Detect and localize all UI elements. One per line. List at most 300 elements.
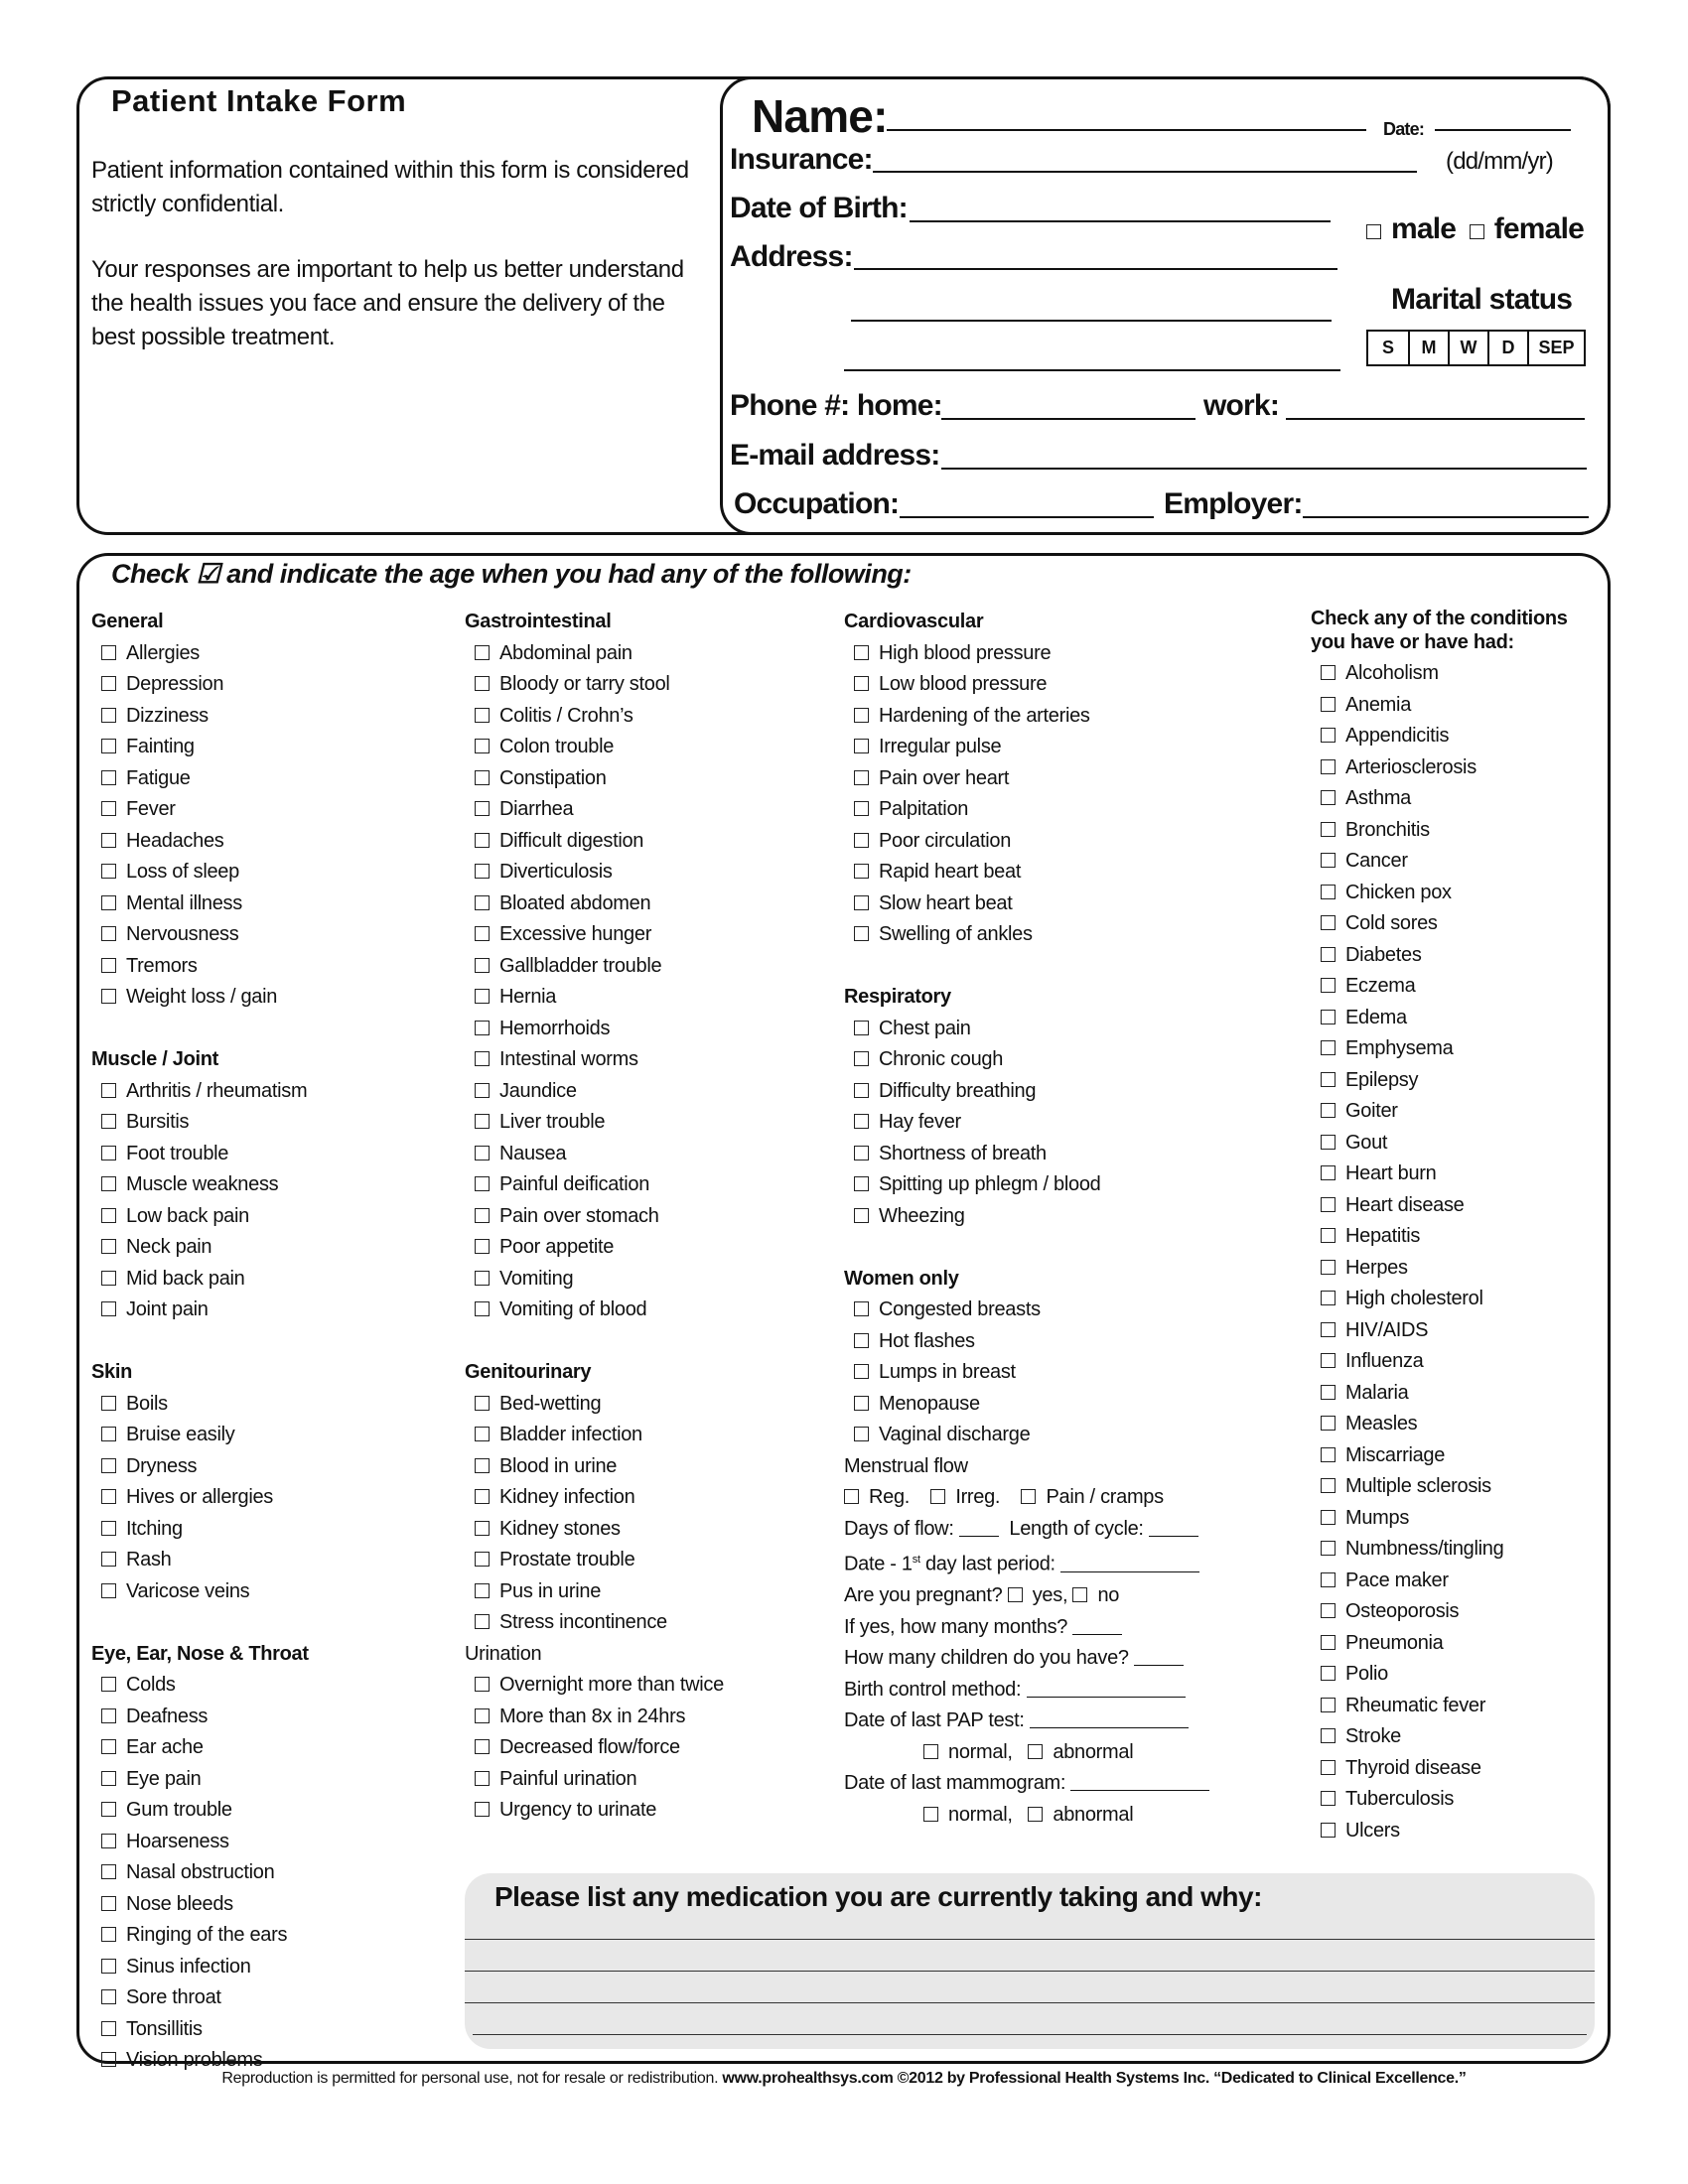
checkbox[interactable] <box>101 1208 116 1223</box>
checkbox[interactable] <box>101 1176 116 1191</box>
checkbox-item-hoarseness[interactable] <box>91 1827 309 1858</box>
checkbox-item-tuberculosis[interactable] <box>1311 1784 1579 1816</box>
checkbox[interactable] <box>1321 978 1336 993</box>
checkbox-item-diabetes[interactable] <box>1311 940 1579 972</box>
checkbox-item-dryness[interactable] <box>91 1451 309 1483</box>
checkbox[interactable] <box>475 1458 490 1473</box>
checkbox[interactable] <box>1321 1228 1336 1243</box>
checkbox-item-gum-trouble[interactable] <box>91 1795 309 1827</box>
checkbox[interactable] <box>854 895 869 910</box>
checkbox-item-nasal-obstruction[interactable] <box>91 1857 309 1889</box>
checkbox[interactable] <box>101 2052 116 2067</box>
checkbox-item-fainting[interactable] <box>91 732 309 763</box>
checkbox-item-vomiting-of-blood[interactable] <box>465 1295 724 1326</box>
checkbox[interactable] <box>1321 697 1336 712</box>
checkbox[interactable] <box>101 1396 116 1411</box>
children-field[interactable] <box>1134 1648 1184 1666</box>
checkbox[interactable] <box>475 989 490 1004</box>
checkbox-item-hemorrhoids[interactable] <box>465 1014 724 1045</box>
checkbox-item-ear-ache[interactable] <box>91 1732 309 1764</box>
checkbox[interactable] <box>101 1896 116 1911</box>
checkbox-item-malaria[interactable] <box>1311 1378 1579 1410</box>
checkbox[interactable] <box>475 1489 490 1504</box>
address-line-3[interactable] <box>844 369 1340 371</box>
checkbox-item-prostate-trouble[interactable] <box>465 1545 724 1576</box>
checkbox[interactable] <box>475 1239 490 1254</box>
checkbox-item-constipation[interactable] <box>465 763 724 795</box>
checkbox-item-sore-throat[interactable] <box>91 1982 309 2014</box>
checkbox[interactable] <box>1321 1603 1336 1618</box>
checkbox[interactable] <box>101 833 116 848</box>
checkbox[interactable] <box>475 708 490 723</box>
checkbox-item-spitting-up-phlegm-blood[interactable] <box>844 1169 1209 1201</box>
checkbox[interactable] <box>101 989 116 1004</box>
checkbox-item-loss-of-sleep[interactable] <box>91 857 309 888</box>
checkbox-item-cancer[interactable] <box>1311 846 1579 878</box>
checkbox-item-ringing-of-the-ears[interactable] <box>91 1920 309 1952</box>
checkbox-item-difficult-digestion[interactable] <box>465 826 724 858</box>
medication-line-1[interactable] <box>465 1939 1595 1940</box>
checkbox-item-bloated-abdomen[interactable] <box>465 888 724 920</box>
checkbox-item-slow-heart-beat[interactable] <box>844 888 1209 920</box>
checkbox-item-lumps-in-breast[interactable] <box>844 1357 1209 1389</box>
checkbox-item-sinus-infection[interactable] <box>91 1952 309 1983</box>
checkbox-item-abdominal-pain[interactable] <box>465 638 724 670</box>
checkbox[interactable] <box>1321 1572 1336 1587</box>
checkbox-item-pace-maker[interactable] <box>1311 1566 1579 1597</box>
checkbox[interactable] <box>1321 1478 1336 1493</box>
checkbox-item-appendicitis[interactable] <box>1311 721 1579 752</box>
phone-home-field[interactable] <box>941 418 1196 420</box>
days-of-flow-field[interactable] <box>959 1519 999 1537</box>
birth-control-field[interactable] <box>1027 1680 1186 1698</box>
checkbox[interactable] <box>1321 1541 1336 1556</box>
checkbox-item-bladder-infection[interactable] <box>465 1420 724 1451</box>
checkbox[interactable] <box>101 1927 116 1942</box>
checkbox-item-boils[interactable] <box>91 1389 309 1421</box>
checkbox-item-palpitation[interactable] <box>844 794 1209 826</box>
checkbox-item-neck-pain[interactable] <box>91 1232 309 1264</box>
checkbox-item-liver-trouble[interactable] <box>465 1107 724 1139</box>
checkbox[interactable] <box>854 739 869 753</box>
checkbox-item-swelling-of-ankles[interactable] <box>844 919 1209 951</box>
checkbox-item-wheezing[interactable] <box>844 1201 1209 1233</box>
checkbox[interactable] <box>1321 853 1336 868</box>
checkbox-item-rash[interactable] <box>91 1545 309 1576</box>
checkbox[interactable] <box>101 708 116 723</box>
checkbox-item-low-back-pain[interactable] <box>91 1201 309 1233</box>
checkbox[interactable] <box>1321 947 1336 962</box>
checkbox-item-overnight-more-than-twice[interactable] <box>465 1670 724 1702</box>
checkbox[interactable] <box>475 958 490 973</box>
checkbox[interactable] <box>475 1677 490 1692</box>
checkbox-item-colon-trouble[interactable] <box>465 732 724 763</box>
checkbox[interactable] <box>475 1427 490 1441</box>
checkbox-item-gout[interactable] <box>1311 1128 1579 1160</box>
checkbox-item-rapid-heart-beat[interactable] <box>844 857 1209 888</box>
last-period-field[interactable] <box>1060 1555 1199 1572</box>
irreg-checkbox[interactable] <box>930 1489 945 1504</box>
employer-field[interactable] <box>1303 516 1589 518</box>
checkbox[interactable] <box>101 770 116 785</box>
phone-work-field[interactable] <box>1286 418 1585 420</box>
checkbox-item-menopause[interactable] <box>844 1389 1209 1421</box>
mammogram-abnormal-checkbox[interactable] <box>1028 1807 1043 1822</box>
checkbox[interactable] <box>854 1051 869 1066</box>
checkbox[interactable] <box>1321 1165 1336 1180</box>
checkbox-item-nose-bleeds[interactable] <box>91 1889 309 1921</box>
checkbox[interactable] <box>101 645 116 660</box>
marital-single[interactable]: S <box>1381 338 1394 357</box>
checkbox-item-intestinal-worms[interactable] <box>465 1044 724 1076</box>
checkbox-item-foot-trouble[interactable] <box>91 1139 309 1170</box>
checkbox[interactable] <box>1321 1103 1336 1118</box>
checkbox-item-dizziness[interactable] <box>91 701 309 733</box>
checkbox[interactable] <box>854 1333 869 1348</box>
checkbox[interactable] <box>475 1583 490 1598</box>
checkbox[interactable] <box>101 1771 116 1786</box>
checkbox-item-varicose-veins[interactable] <box>91 1576 309 1608</box>
checkbox-item-pneumonia[interactable] <box>1311 1628 1579 1660</box>
date-field[interactable] <box>1435 129 1571 131</box>
checkbox-item-excessive-hunger[interactable] <box>465 919 724 951</box>
checkbox-item-tonsillitis[interactable] <box>91 2014 309 2046</box>
checkbox[interactable] <box>1321 1510 1336 1525</box>
checkbox-item-hepatitis[interactable] <box>1311 1221 1579 1253</box>
checkbox[interactable] <box>101 2021 116 2036</box>
checkbox[interactable] <box>475 1176 490 1191</box>
checkbox[interactable] <box>854 1114 869 1129</box>
checkbox-item-depression[interactable] <box>91 669 309 701</box>
checkbox-item-chest-pain[interactable] <box>844 1014 1209 1045</box>
checkbox[interactable] <box>854 645 869 660</box>
checkbox-item-arteriosclerosis[interactable] <box>1311 752 1579 784</box>
checkbox[interactable] <box>475 1301 490 1316</box>
checkbox[interactable] <box>101 1677 116 1692</box>
checkbox-item-hives-or-allergies[interactable] <box>91 1482 309 1514</box>
checkbox-item-mid-back-pain[interactable] <box>91 1264 309 1296</box>
checkbox[interactable] <box>1321 759 1336 774</box>
checkbox-item-cold-sores[interactable] <box>1311 908 1579 940</box>
checkbox[interactable] <box>101 1552 116 1567</box>
checkbox-item-hernia[interactable] <box>465 982 724 1014</box>
checkbox[interactable] <box>475 1802 490 1817</box>
pain-cramps-checkbox[interactable] <box>1021 1489 1036 1504</box>
checkbox-item-high-blood-pressure[interactable] <box>844 638 1209 670</box>
checkbox-item-headaches[interactable] <box>91 826 309 858</box>
checkbox[interactable] <box>475 1271 490 1286</box>
checkbox-item-pain-over-heart[interactable] <box>844 763 1209 795</box>
checkbox[interactable] <box>854 1146 869 1160</box>
checkbox[interactable] <box>475 1114 490 1129</box>
checkbox-item-bronchitis[interactable] <box>1311 815 1579 847</box>
checkbox[interactable] <box>1321 728 1336 743</box>
checkbox-item-herpes[interactable] <box>1311 1253 1579 1285</box>
checkbox-item-anemia[interactable] <box>1311 690 1579 722</box>
checkbox[interactable] <box>475 1552 490 1567</box>
checkbox[interactable] <box>475 1614 490 1629</box>
checkbox[interactable] <box>475 1146 490 1160</box>
pap-field[interactable] <box>1030 1710 1189 1728</box>
email-field[interactable] <box>941 468 1587 470</box>
checkbox-item-pain-over-stomach[interactable] <box>465 1201 724 1233</box>
checkbox[interactable] <box>101 1583 116 1598</box>
checkbox[interactable] <box>101 676 116 691</box>
checkbox[interactable] <box>854 1176 869 1191</box>
checkbox[interactable] <box>101 1271 116 1286</box>
checkbox-item-osteoporosis[interactable] <box>1311 1596 1579 1628</box>
pap-normal-checkbox[interactable] <box>923 1744 938 1759</box>
checkbox-item-edema[interactable] <box>1311 1003 1579 1034</box>
checkbox-item-fever[interactable] <box>91 794 309 826</box>
checkbox[interactable] <box>854 1427 869 1441</box>
checkbox-item-shortness-of-breath[interactable] <box>844 1139 1209 1170</box>
mammogram-field[interactable] <box>1070 1773 1209 1791</box>
checkbox[interactable] <box>101 1146 116 1160</box>
checkbox-item-heart-burn[interactable] <box>1311 1159 1579 1190</box>
checkbox-item-weight-loss-gain[interactable] <box>91 982 309 1014</box>
checkbox[interactable] <box>854 801 869 816</box>
checkbox-item-gallbladder-trouble[interactable] <box>465 951 724 983</box>
checkbox[interactable] <box>101 864 116 879</box>
checkbox[interactable] <box>475 770 490 785</box>
checkbox[interactable] <box>1321 1635 1336 1650</box>
checkbox-item-blood-in-urine[interactable] <box>465 1451 724 1483</box>
mammogram-normal-checkbox[interactable] <box>923 1807 938 1822</box>
checkbox-item-urgency-to-urinate[interactable] <box>465 1795 724 1827</box>
checkbox-item-congested-breasts[interactable] <box>844 1295 1209 1326</box>
checkbox[interactable] <box>101 958 116 973</box>
checkbox[interactable] <box>1321 1040 1336 1055</box>
male-checkbox[interactable] <box>1366 224 1381 239</box>
checkbox[interactable] <box>1321 1291 1336 1305</box>
checkbox-item-chicken-pox[interactable] <box>1311 878 1579 909</box>
checkbox[interactable] <box>854 1364 869 1379</box>
checkbox-item-colds[interactable] <box>91 1670 309 1702</box>
checkbox[interactable] <box>101 1959 116 1974</box>
checkbox[interactable] <box>1321 1416 1336 1431</box>
checkbox[interactable] <box>854 1396 869 1411</box>
checkbox-item-poor-circulation[interactable] <box>844 826 1209 858</box>
checkbox-item-kidney-infection[interactable] <box>465 1482 724 1514</box>
checkbox-item-emphysema[interactable] <box>1311 1033 1579 1065</box>
checkbox-item-numbness-tingling[interactable] <box>1311 1534 1579 1566</box>
checkbox-item-asthma[interactable] <box>1311 783 1579 815</box>
marital-divorced[interactable]: D <box>1487 332 1527 364</box>
checkbox[interactable] <box>1321 1135 1336 1150</box>
checkbox[interactable] <box>1321 1791 1336 1806</box>
checkbox-item-tremors[interactable] <box>91 951 309 983</box>
checkbox-item-miscarriage[interactable] <box>1311 1440 1579 1472</box>
reg-checkbox[interactable] <box>844 1489 859 1504</box>
checkbox[interactable] <box>1321 1010 1336 1024</box>
checkbox-item-stroke[interactable] <box>1311 1721 1579 1753</box>
checkbox[interactable] <box>101 1708 116 1723</box>
checkbox[interactable] <box>854 1208 869 1223</box>
checkbox-item-diarrhea[interactable] <box>465 794 724 826</box>
checkbox-item-rheumatic-fever[interactable] <box>1311 1691 1579 1722</box>
checkbox[interactable] <box>854 864 869 879</box>
checkbox[interactable] <box>1321 885 1336 899</box>
checkbox[interactable] <box>854 1301 869 1316</box>
checkbox[interactable] <box>854 1083 869 1098</box>
checkbox[interactable] <box>101 1239 116 1254</box>
name-field[interactable] <box>887 129 1366 131</box>
medication-line-3[interactable] <box>465 2002 1595 2003</box>
cycle-length-field[interactable] <box>1149 1519 1198 1537</box>
checkbox[interactable] <box>475 1708 490 1723</box>
checkbox-item-itching[interactable] <box>91 1514 309 1546</box>
checkbox-item-heart-disease[interactable] <box>1311 1190 1579 1222</box>
pap-abnormal-checkbox[interactable] <box>1028 1744 1043 1759</box>
checkbox[interactable] <box>1321 1353 1336 1368</box>
checkbox[interactable] <box>475 801 490 816</box>
checkbox-item-decreased-flow-force[interactable] <box>465 1732 724 1764</box>
pregnant-no-checkbox[interactable] <box>1072 1587 1087 1602</box>
checkbox[interactable] <box>101 1083 116 1098</box>
checkbox[interactable] <box>101 1864 116 1879</box>
checkbox[interactable] <box>854 676 869 691</box>
checkbox[interactable] <box>101 1739 116 1754</box>
checkbox-item-mental-illness[interactable] <box>91 888 309 920</box>
checkbox[interactable] <box>101 926 116 941</box>
checkbox[interactable] <box>1321 1698 1336 1712</box>
checkbox-item-high-cholesterol[interactable] <box>1311 1284 1579 1315</box>
checkbox-item-painful-urination[interactable] <box>465 1764 724 1796</box>
checkbox[interactable] <box>1321 1666 1336 1681</box>
checkbox[interactable] <box>1321 915 1336 930</box>
checkbox[interactable] <box>475 739 490 753</box>
checkbox-item-low-blood-pressure[interactable] <box>844 669 1209 701</box>
checkbox[interactable] <box>1321 790 1336 805</box>
checkbox[interactable] <box>101 1114 116 1129</box>
checkbox[interactable] <box>1321 1322 1336 1337</box>
checkbox-item-bursitis[interactable] <box>91 1107 309 1139</box>
checkbox[interactable] <box>475 833 490 848</box>
female-checkbox[interactable] <box>1470 224 1484 239</box>
checkbox-item-stress-incontinence[interactable] <box>465 1607 724 1639</box>
checkbox-item-epilepsy[interactable] <box>1311 1065 1579 1097</box>
checkbox[interactable] <box>101 1521 116 1536</box>
checkbox[interactable] <box>1321 1197 1336 1212</box>
checkbox-item-colitis-crohn-s[interactable] <box>465 701 724 733</box>
checkbox[interactable] <box>475 1083 490 1098</box>
checkbox-item-poor-appetite[interactable] <box>465 1232 724 1264</box>
checkbox-item-measles[interactable] <box>1311 1409 1579 1440</box>
checkbox-item-eye-pain[interactable] <box>91 1764 309 1796</box>
checkbox[interactable] <box>475 1771 490 1786</box>
months-field[interactable] <box>1072 1617 1122 1635</box>
checkbox[interactable] <box>475 645 490 660</box>
checkbox-item-fatigue[interactable] <box>91 763 309 795</box>
checkbox[interactable] <box>475 864 490 879</box>
checkbox[interactable] <box>854 1021 869 1035</box>
occupation-field[interactable] <box>900 516 1154 518</box>
checkbox-item-thyroid-disease[interactable] <box>1311 1753 1579 1785</box>
checkbox-item-vomiting[interactable] <box>465 1264 724 1296</box>
checkbox-item-muscle-weakness[interactable] <box>91 1169 309 1201</box>
checkbox-item-ulcers[interactable] <box>1311 1816 1579 1847</box>
checkbox-item-kidney-stones[interactable] <box>465 1514 724 1546</box>
checkbox[interactable] <box>475 1521 490 1536</box>
checkbox[interactable] <box>1321 1728 1336 1743</box>
marital-separated[interactable]: SEP <box>1527 332 1584 364</box>
checkbox[interactable] <box>101 1989 116 2004</box>
checkbox-item-bed-wetting[interactable] <box>465 1389 724 1421</box>
checkbox[interactable] <box>854 833 869 848</box>
checkbox[interactable] <box>101 895 116 910</box>
marital-widowed[interactable]: W <box>1448 332 1487 364</box>
checkbox-item-alcoholism[interactable] <box>1311 658 1579 690</box>
checkbox-item-influenza[interactable] <box>1311 1346 1579 1378</box>
marital-married[interactable]: M <box>1408 332 1448 364</box>
checkbox-item-goiter[interactable] <box>1311 1096 1579 1128</box>
checkbox-item-nausea[interactable] <box>465 1139 724 1170</box>
checkbox[interactable] <box>475 895 490 910</box>
checkbox[interactable] <box>475 1208 490 1223</box>
checkbox[interactable] <box>1321 1260 1336 1275</box>
checkbox[interactable] <box>854 926 869 941</box>
address-line-2[interactable] <box>851 320 1332 322</box>
checkbox[interactable] <box>475 1739 490 1754</box>
checkbox[interactable] <box>854 770 869 785</box>
checkbox-item-mumps[interactable] <box>1311 1503 1579 1535</box>
checkbox[interactable] <box>101 1427 116 1441</box>
checkbox-item-vaginal-discharge[interactable] <box>844 1420 1209 1451</box>
checkbox-item-bruise-easily[interactable] <box>91 1420 309 1451</box>
checkbox-item-deafness[interactable] <box>91 1702 309 1733</box>
checkbox[interactable] <box>1321 1072 1336 1087</box>
checkbox-item-bloody-or-tarry-stool[interactable] <box>465 669 724 701</box>
checkbox[interactable] <box>475 1396 490 1411</box>
medication-line-4[interactable] <box>473 2034 1587 2035</box>
checkbox[interactable] <box>475 1051 490 1066</box>
checkbox-item-jaundice[interactable] <box>465 1076 724 1108</box>
checkbox-item-hay-fever[interactable] <box>844 1107 1209 1139</box>
checkbox-item-difficulty-breathing[interactable] <box>844 1076 1209 1108</box>
checkbox[interactable] <box>101 1802 116 1817</box>
checkbox[interactable] <box>101 1458 116 1473</box>
checkbox[interactable] <box>101 1489 116 1504</box>
checkbox-item-joint-pain[interactable] <box>91 1295 309 1326</box>
medication-line-2[interactable] <box>465 1971 1595 1972</box>
checkbox-item-multiple-sclerosis[interactable] <box>1311 1471 1579 1503</box>
checkbox-item-diverticulosis[interactable] <box>465 857 724 888</box>
checkbox[interactable] <box>475 676 490 691</box>
checkbox[interactable] <box>1321 1760 1336 1775</box>
checkbox[interactable] <box>101 739 116 753</box>
checkbox[interactable] <box>1321 1823 1336 1838</box>
checkbox[interactable] <box>1321 822 1336 837</box>
checkbox[interactable] <box>1321 1447 1336 1462</box>
checkbox-item-arthritis-rheumatism[interactable] <box>91 1076 309 1108</box>
checkbox[interactable] <box>1321 665 1336 680</box>
checkbox-item-nervousness[interactable] <box>91 919 309 951</box>
checkbox-item-pus-in-urine[interactable] <box>465 1576 724 1608</box>
checkbox-item-eczema[interactable] <box>1311 971 1579 1003</box>
checkbox[interactable] <box>854 708 869 723</box>
checkbox[interactable] <box>475 1021 490 1035</box>
checkbox[interactable] <box>101 1834 116 1848</box>
checkbox-item-polio[interactable] <box>1311 1659 1579 1691</box>
checkbox-item-more-than-8x-in-24hrs[interactable] <box>465 1702 724 1733</box>
insurance-field[interactable] <box>873 171 1417 173</box>
checkbox-item-hardening-of-the-arteries[interactable] <box>844 701 1209 733</box>
checkbox-item-painful-deification[interactable] <box>465 1169 724 1201</box>
checkbox-item-irregular-pulse[interactable] <box>844 732 1209 763</box>
dob-field[interactable] <box>910 220 1331 222</box>
checkbox[interactable] <box>101 1301 116 1316</box>
